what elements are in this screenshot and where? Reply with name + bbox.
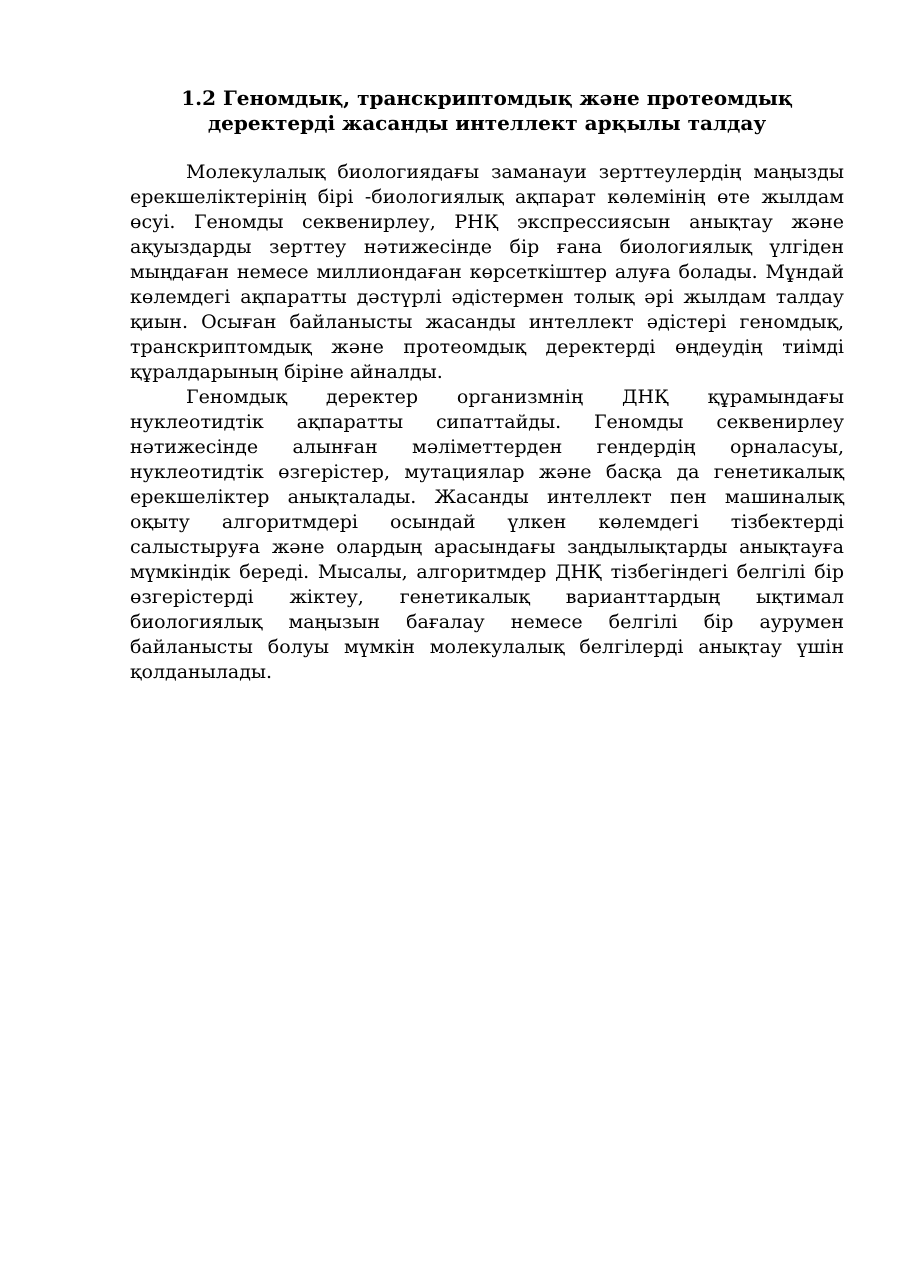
document-page xyxy=(130,86,844,685)
body-paragraph: Молекулалық биологиядағы заманауи зерттеулердің маңызды ерекшеліктерінің бірі -биологиялық ақпарат көлемінің өте жылдам өсуі. Геномды секвенирлеу, РНҚ экспрессиясын анықтау және ақуыздарды зерттеу нәтижесінде бір ғана биологиялық үлгіден мыңдаған немесе миллиондаған көрсеткіштер алуға болады. Мұндай көлемдегі ақпаратты дәстүрлі әдістермен толық әрі жылдам талдау қиын. Осыған байланысты жасанды интеллект әдістері геномдық, транскриптомдық және протеомдық деректерді өңдеудің тиімді құралдарының біріне айналды. xyxy=(130,161,844,383)
body-paragraph: Геномдық деректер организмнің ДНҚ құрамындағы нуклеотидтік ақпаратты сипаттайды. Геномды секвенирлеу нәтижесінде алынған мәліметтерден гендердің орналасуы, нуклеотидтік өзгерістер, мутациялар және басқа да генетикалық ерекшеліктер анықталады. Жасанды интеллект пен машиналық оқыту алгоритмдері осындай үлкен көлемдегі тізбектерді салыстыруға және олардың арасындағы заңдылықтарды анықтауға мүмкіндік береді. Мысалы, алгоритмдер ДНҚ тізбегіндегі белгілі бір өзгерістерді жіктеу, генетикалық варианттардың ықтимал биологиялық маңызын бағалау немесе белгілі бір аурумен байланысты болуы мүмкін молекулалық белгілерді анықтау үшін қолданылады. xyxy=(130,386,844,683)
section-heading: 1.2 Геномдық, транскриптомдық және протеомдық деректерді жасанды интеллект арқылы талдау xyxy=(181,86,793,135)
